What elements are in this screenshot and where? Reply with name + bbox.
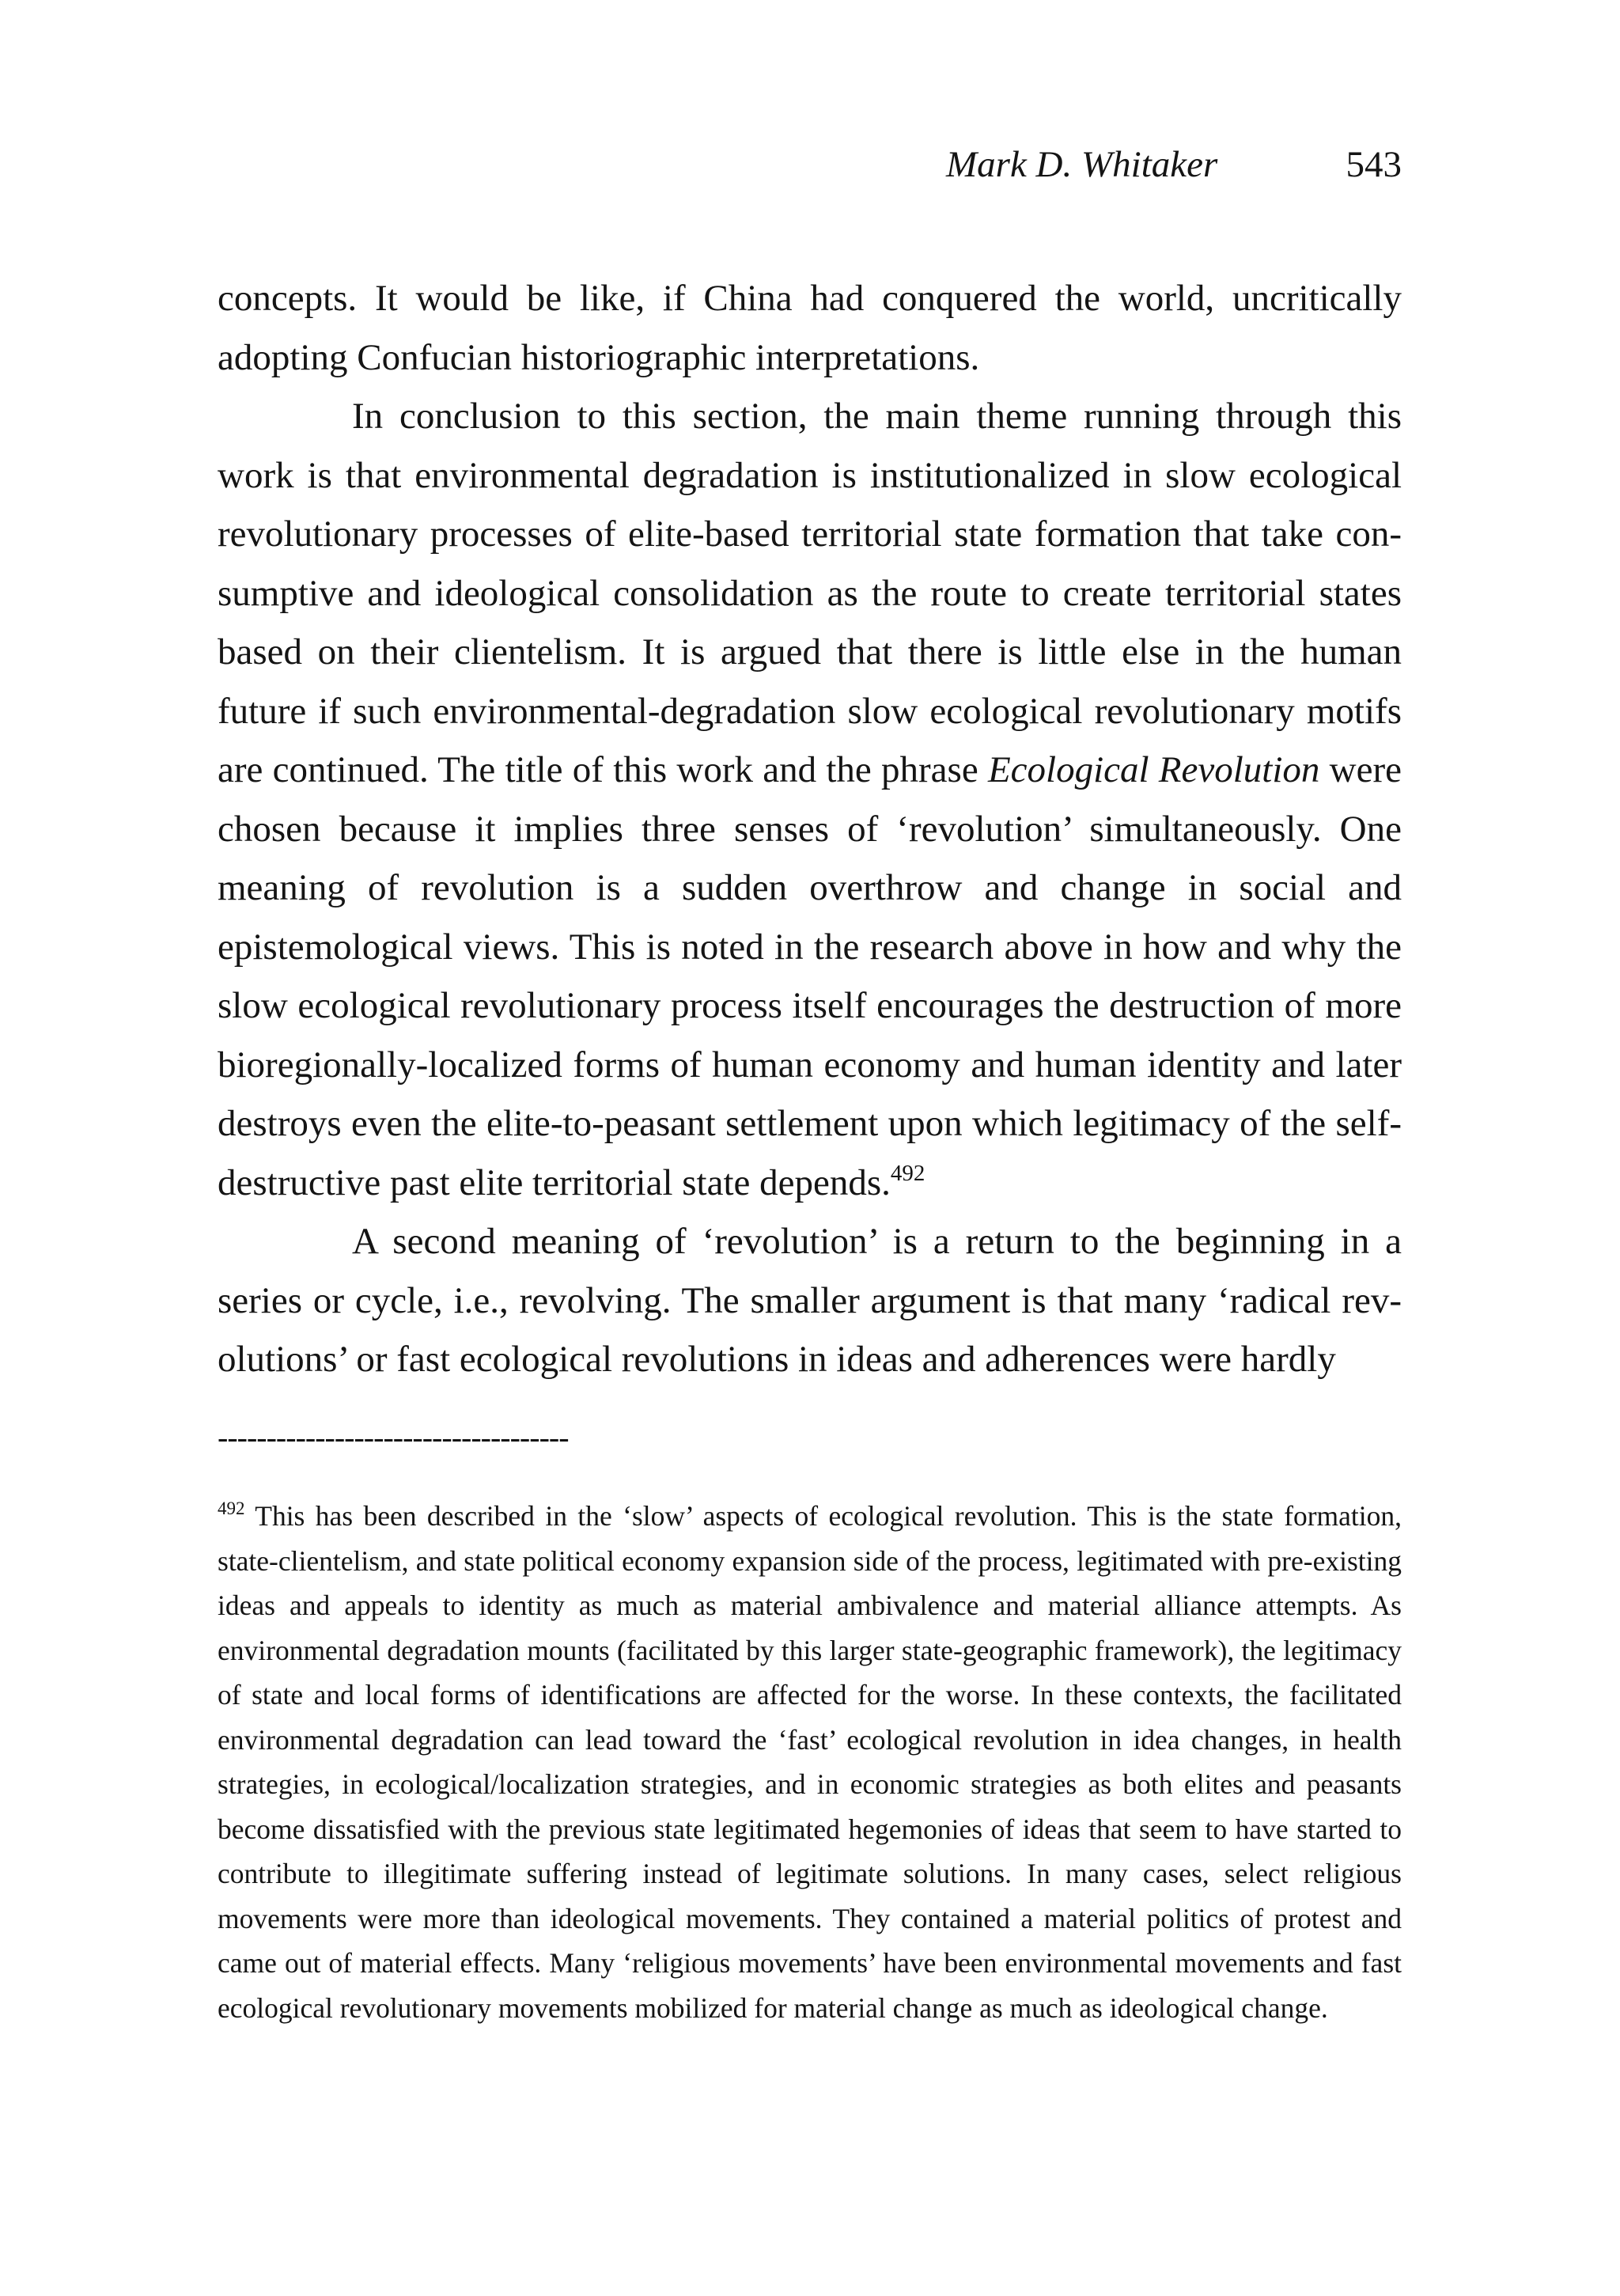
footnote-text: This has been described in the ‘slow’ aspects of ecological revolution. This is the state formation, state-clientelism, and state political economy expansion side of the process, legitimated with pre-existing ideas and appeals to identity as much as material ambivalence and material alliance attempts. As environmental degradation mounts (facilitated by this larger state-geographic framework), the legitimacy of state and local forms of identifications are affected for the worse. In these contexts, the facilitated environmental degradation can lead toward the ‘fast’ ecological revolution in idea changes, in health strategies, in ecological/localization strategies, and in economic strategies as both elites and peasants become dissatisfied with the previous state legitimated hegemonies of ideas that seem to have started to contribute to illegitimate suffering instead of legitimate solutions. In many cases, select religious movements were more than ideological movements. They contained a material politics of protest and came out of material effects. Many ‘religious movements’ have been environmental movements and fast ecological revolutionary movements mobilized for material change as much as ideological change.	[218, 1500, 1402, 2024]
page-number: 543	[1346, 144, 1402, 185]
paragraph-3-text: A second meaning of ‘revolution’ is a return to the beginning in a series or cycle, i.e., revolving. The smaller argument is that many ‘radical revolutions’ or fast ecological revolutions in ideas and adherences were hardly	[218, 1221, 1402, 1380]
paragraph-continued	[218, 269, 1402, 387]
paragraph-2-text-b: were chosen because it implies three senses of ‘revolution’ simultaneously. One meaning of revolution is a sudden overthrow and change in social and epistemological views. This is noted in the research above in how and why the slow ecological revolutionary process itself encourages the destruction of more bioregionally-localized forms of human economy and human identity and later destroys even the elite-to-peasant settlement upon which legitimacy of the self-destructive past elite territorial state depends.	[218, 749, 1402, 1203]
paragraph-conclusion	[218, 387, 1402, 1212]
footnote	[218, 1494, 1402, 2030]
footnote-separator: ------------------------------------	[218, 1419, 569, 1455]
paragraph-second-meaning	[218, 1212, 1402, 1389]
paragraph-2-text-a: In conclusion to this section, the main theme running through this work is that environmental degradation is institutionalized in slow ecological revolutionary processes of elite-based territorial state formation that take consumptive and ideological consolidation as the route to create territorial states based on their clientelism. It is argued that there is little else in the human future if such environmental-degradation slow ecological revolutionary motifs are continued. The title of this work and the phrase	[218, 396, 1402, 790]
italic-title-phrase: Ecological Revolution	[987, 749, 1320, 790]
main-text	[218, 269, 1402, 1389]
footnote-number: 492	[218, 1498, 245, 1518]
running-head-author: Mark D. Whitaker	[946, 144, 1218, 185]
paragraph-1-text: concepts. It would be like, if China had conquered the world, uncritically adopting Confucian historiographic interpretations.	[218, 278, 1402, 378]
running-header	[870, 141, 1402, 188]
footnote-reference[interactable]: 492	[890, 1160, 925, 1186]
